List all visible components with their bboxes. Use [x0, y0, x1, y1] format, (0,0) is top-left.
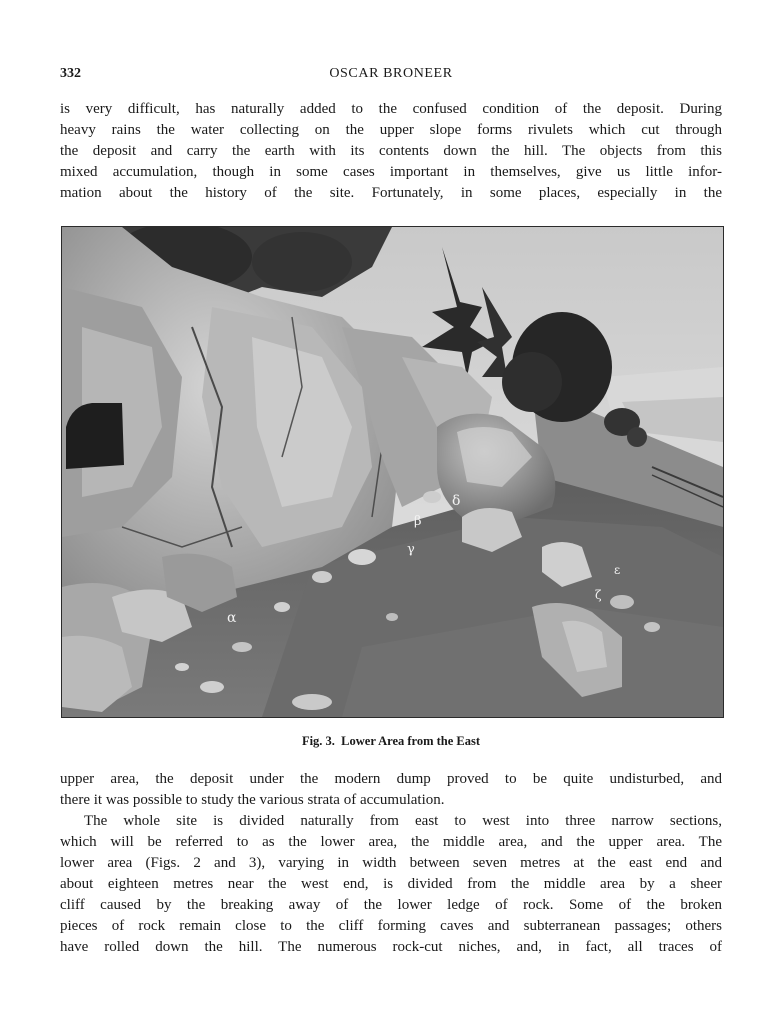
marker-epsilon: ε: [614, 563, 621, 577]
text-line: there it was possible to study the various strata of accumulation.: [60, 792, 445, 808]
figure-photograph: [61, 226, 724, 718]
marker-beta: β: [414, 514, 422, 529]
text-line: lower area (Figs. 2 and 3), varying in width between seven metres at the east end and: [60, 855, 722, 871]
marker-alpha: α: [227, 610, 237, 626]
marker-delta: δ: [452, 493, 461, 509]
text-line: The whole site is divided naturally from east to west into three narrow sections,: [84, 813, 722, 829]
photo-rocky-slope: [62, 227, 723, 717]
text-line: upper area, the deposit under the modern dump proved to be quite undisturbed, and: [60, 771, 722, 787]
top-paragraph: [60, 99, 722, 204]
marker-zeta: ζ: [595, 588, 602, 602]
running-title: OSCAR BRONEER: [329, 66, 453, 81]
running-head: [60, 66, 722, 84]
text-line: which will be referred to as the lower area, the middle area, and the upper area. The: [60, 834, 722, 850]
bottom-text: [60, 769, 722, 958]
caption-label: Fig. 3.: [301, 734, 335, 748]
caption-text: Lower Area from the East: [341, 734, 481, 748]
marker-gamma: γ: [407, 542, 415, 557]
figure-caption: [60, 734, 722, 749]
text-line: pieces of rock remain close to the cliff forming caves and subterranean passages; others: [60, 918, 722, 934]
text-line: heavy rains the water collecting on the upper slope forms rivulets which cut through: [60, 122, 722, 138]
page-number: 332: [60, 66, 81, 81]
text-line: cliff caused by the breaking away of the lower ledge of rock. Some of the broken: [60, 897, 722, 913]
text-line: about eighteen metres near the west end, is divided from the middle area by a sheer: [60, 876, 722, 892]
text-line: mixed accumulation, though in some cases important in themselves, give us little infor-: [60, 164, 722, 180]
text-line: is very difficult, has naturally added to the confused condition of the deposit. During: [60, 101, 722, 117]
text-line: mation about the history of the site. Fortunately, in some places, especially in the: [60, 185, 722, 201]
text-line: have rolled down the hill. The numerous rock-cut niches, and, in fact, all traces of: [60, 939, 722, 955]
text-line: the deposit and carry the earth with its contents down the hill. The objects from this: [60, 143, 722, 159]
